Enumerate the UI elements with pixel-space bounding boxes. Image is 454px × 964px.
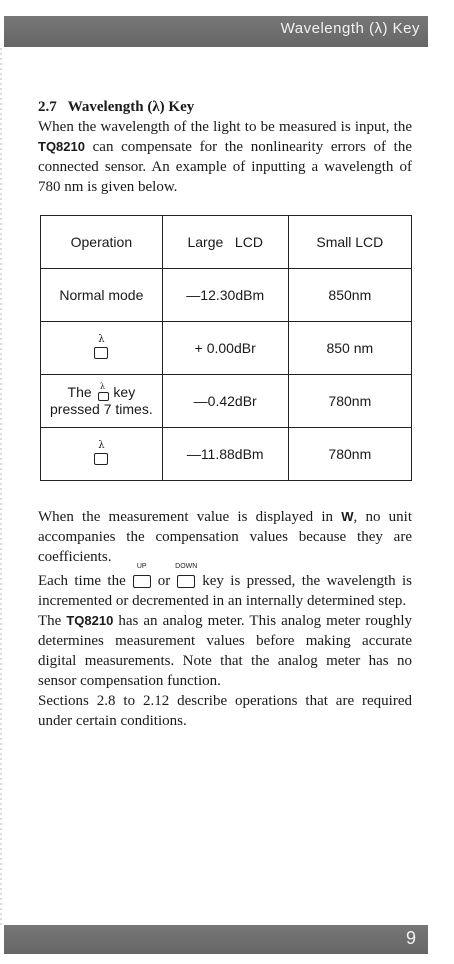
down-key-icon: DOWN — [174, 572, 198, 588]
row-small-lcd: 850 nm — [288, 322, 411, 375]
table-row — [41, 269, 412, 322]
paragraph-analog-meter: The TQ8210 has an analog meter. This analog meter roughly determines measurement values before making accurate digital measurements. Note that the analog meter has no sensor compensation function. — [38, 613, 412, 689]
table-row — [41, 428, 412, 481]
table-row — [41, 375, 412, 428]
header-small-lcd: Small LCD — [288, 216, 411, 269]
row-operation: Normal mode — [41, 269, 163, 322]
paragraph-updown: Each time the UP or DOWN key is pressed, the wavelength is incremented or decremented in an internally determined step. — [38, 563, 413, 609]
section-heading: 2.7 Wavelength (λ) Key — [38, 99, 195, 115]
intro-text-2: can compensate for the nonlinearity errors of the connected sensor. An example of inputting a wavelength of 780 nm is given below. — [38, 139, 412, 195]
wavelength-key-icon: λ — [92, 337, 110, 359]
row-operation — [41, 322, 163, 375]
page-edge — [0, 48, 2, 928]
intro-text-1: When the wavelength of the light to be measured is input, the — [38, 119, 412, 135]
intro-paragraph — [38, 117, 412, 197]
section-intro — [38, 97, 412, 197]
header-large-lcd: Large LCD — [162, 216, 288, 269]
header-bar — [4, 16, 428, 47]
unit-w: W — [341, 509, 354, 524]
row-large-lcd: + 0.00dBr — [162, 322, 288, 375]
operation-table — [40, 215, 412, 481]
wavelength-key-icon: λ — [96, 385, 110, 401]
row-small-lcd: 780nm — [288, 375, 411, 428]
table-header-row — [41, 216, 412, 269]
row-small-lcd: 780nm — [288, 428, 411, 481]
row-small-lcd: 850nm — [288, 269, 411, 322]
model-name: TQ8210 — [66, 613, 114, 628]
model-name: TQ8210 — [38, 139, 85, 154]
up-key-icon: UP — [130, 572, 154, 588]
paragraph-sections: Sections 2.8 to 2.12 describe operations that are required under certain conditions. — [38, 693, 412, 729]
footer-bar — [4, 925, 428, 954]
page-number: 9 — [405, 928, 416, 948]
paragraph-unit: When the measurement value is displayed in W, no unit accompanies the compensation values because they are coefficients. — [38, 509, 413, 565]
body-text — [38, 507, 412, 731]
header-operation: Operation — [41, 216, 163, 269]
row-large-lcd: —0.42dBr — [162, 375, 288, 428]
table-row — [41, 322, 412, 375]
wavelength-key-icon: λ — [92, 443, 110, 465]
row-large-lcd: —12.30dBm — [162, 269, 288, 322]
row-operation: The λ key pressed 7 times. — [41, 375, 163, 428]
row-large-lcd: —11.88dBm — [162, 428, 288, 481]
header-title: Wavelength (λ) Key — [280, 20, 420, 37]
row-operation — [41, 428, 163, 481]
